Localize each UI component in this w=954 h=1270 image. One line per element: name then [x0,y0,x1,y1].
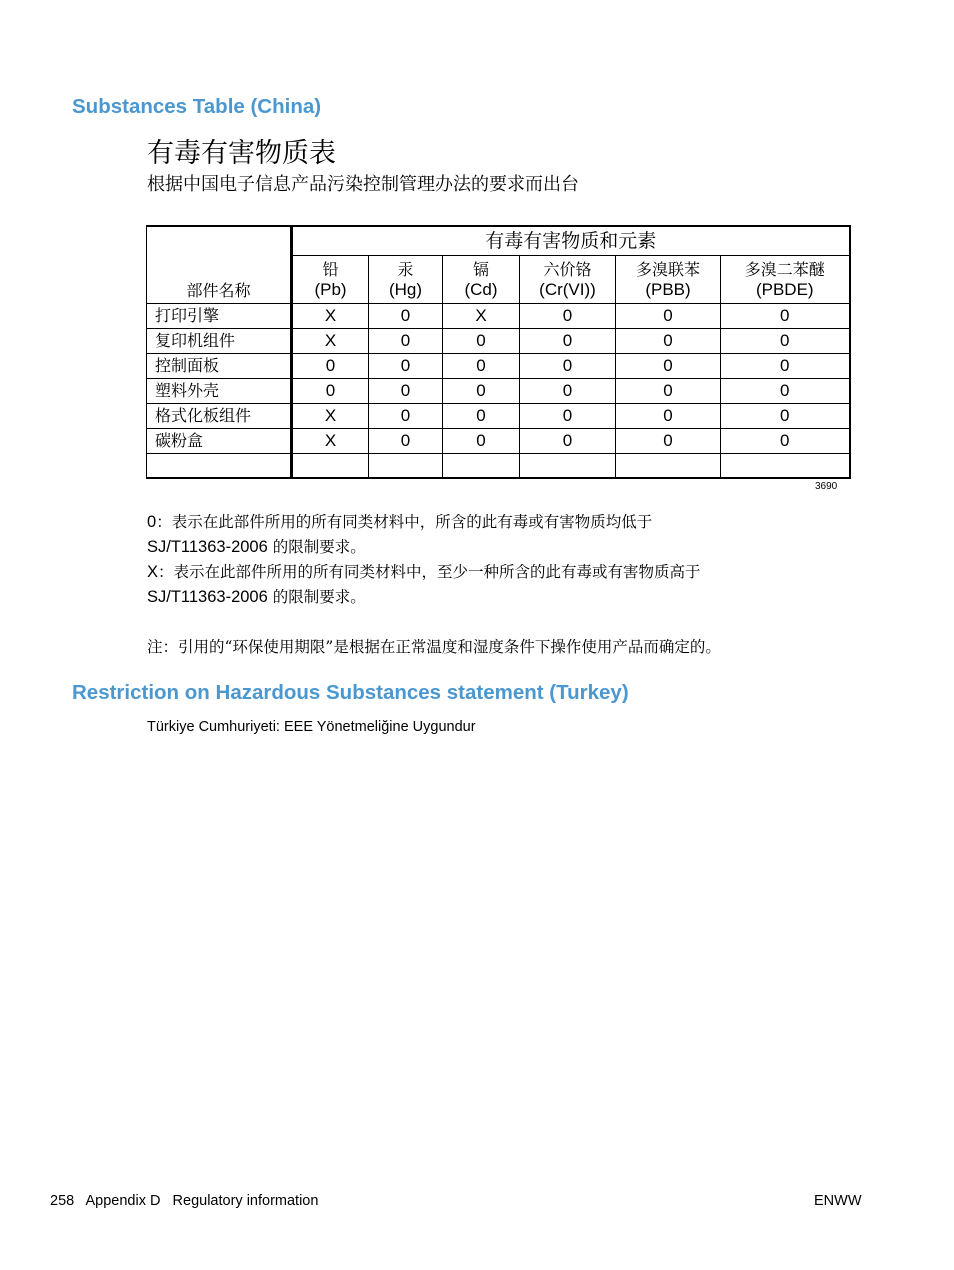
zero-standard: SJ/T11363-2006 [147,538,268,556]
table-cell: 0 [520,304,616,329]
part-name: 格式化板组件 [155,406,252,425]
zero-symbol: 0 [147,513,157,531]
part-name: 复印机组件 [155,331,236,350]
substances-table [146,225,851,479]
turkey-compliance-text: Türkiye Cumhuriyeti: EEE Yönetmeliğine Uygundur [147,719,476,735]
figure-code: 3690 [815,481,838,492]
table-cell: X [292,329,369,354]
table-cell: X [443,304,520,329]
table-cell: 0 [520,329,616,354]
table-row [147,379,850,404]
table-cell: 0 [616,379,721,404]
element-header: 多溴二苯醚 (PBDE) [721,256,850,304]
part-name: 碳粉盒 [155,431,204,450]
table-cell: 0 [721,429,850,454]
page-footer-right: ENWW [814,1193,862,1209]
table-cell: 0 [721,404,850,429]
element-header: 六价铬 (Cr(VI)) [520,256,616,304]
table-cell: 0 [520,379,616,404]
cn-table-subtitle: 根据中国电子信息产品污染控制管理办法的要求而出台 [147,174,579,195]
table-cell: 0 [369,429,443,454]
cn-table-title: 有毒有害物质表 [147,138,336,169]
zero-description: ：表示在此部件所用的所有同类材料中，所含的此有毒或有害物质均低于 [156,513,653,531]
table-cell: 0 [616,404,721,429]
x-tail: 的限制要求。 [267,588,366,606]
table-cell: 0 [369,329,443,354]
table-cell: 0 [721,304,850,329]
table-cell: 0 [721,329,850,354]
table-cell: 0 [369,354,443,379]
zero-tail: 的限制要求。 [267,538,366,556]
page-footer-left [50,1193,318,1209]
table-cell: 0 [616,304,721,329]
table-notes [147,510,701,610]
x-symbol: X [147,563,159,581]
table-cell: 0 [369,304,443,329]
part-name-header: 部件名称 [147,226,292,304]
table-cell: 0 [520,404,616,429]
table-cell: 0 [616,329,721,354]
table-row [147,429,850,454]
section-heading-china: Substances Table (China) [72,95,322,118]
table-row [147,304,850,329]
table-row [147,354,850,379]
table-cell: 0 [520,354,616,379]
table-cell: X [292,429,369,454]
part-name: 打印引擎 [155,306,220,325]
table-cell: 0 [292,379,369,404]
table-cell: 0 [369,379,443,404]
part-name: 控制面板 [155,356,220,375]
table-cell: 0 [721,354,850,379]
table-row [147,404,850,429]
table-cell: 0 [721,379,850,404]
element-header: 多溴联苯 (PBB) [616,256,721,304]
table-cell: 0 [443,429,520,454]
table-cell: 0 [292,354,369,379]
x-standard: SJ/T11363-2006 [147,588,268,606]
table-cell: 0 [520,429,616,454]
page-number: 258 [50,1193,75,1209]
part-name: 塑料外壳 [155,381,220,400]
table-cell: 0 [443,354,520,379]
table-cell: 0 [369,404,443,429]
table-row-empty [147,454,850,479]
table-cell: 0 [616,354,721,379]
table-cell: 0 [443,379,520,404]
table-cell: 0 [443,329,520,354]
table-cell: 0 [616,429,721,454]
table-cell: X [292,404,369,429]
element-header: 铅 (Pb) [292,256,369,304]
table-cell: 0 [443,404,520,429]
element-header: 汞 (Hg) [369,256,443,304]
footer-section: Appendix D Regulatory information [85,1193,319,1209]
environmental-use-period-remark: 注：引用的“环保使用期限”是根据在正常温度和湿度条件下操作使用产品而确定的。 [147,638,721,656]
section-heading-turkey: Restriction on Hazardous Substances statement (Turkey) [72,681,629,704]
table-cell: X [292,304,369,329]
substance-group-header: 有毒有害物质和元素 [292,226,850,256]
table-row [147,329,850,354]
element-header: 镉 (Cd) [443,256,520,304]
x-description: ：表示在此部件所用的所有同类材料中，至少一种所含的此有毒或有害物质高于 [158,563,701,581]
